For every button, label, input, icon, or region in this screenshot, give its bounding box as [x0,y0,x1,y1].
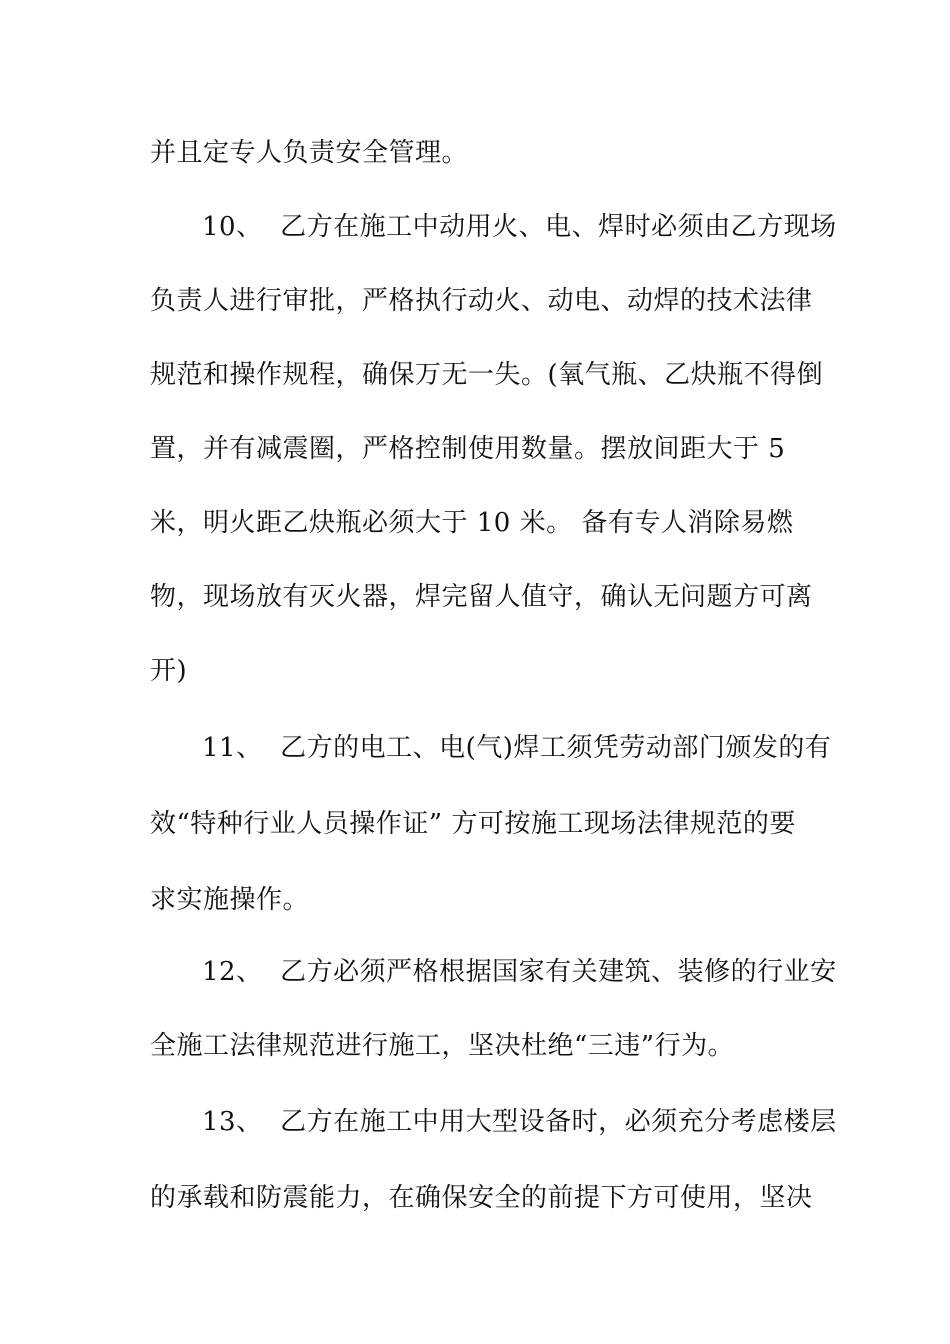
clause-13-line: 13、 乙方在施工中用大型设备时，必须充分考虑楼层 [202,1107,837,1137]
text-line: 物，现场放有灭火器，焊完留人值守，确认无问题方可离 [150,582,813,612]
text-line: 并且定专人负责安全管理。 [150,138,469,168]
text-line: 置，并有减震圈，严格控制使用数量。摆放间距大于 5 [150,434,786,464]
text-line: 求实施操作。 [150,885,310,915]
clause-10-line: 10、 乙方在施工中动用火、电、焊时必须由乙方现场 [202,212,837,242]
text-line: 开) [150,656,188,686]
clause-11-line: 11、 乙方的电工、电(气)焊工须凭劳动部门颁发的有 [202,733,832,763]
clause-12-line: 12、 乙方必须严格根据国家有关建筑、装修的行业安 [202,957,837,987]
text-line: 效“特种行业人员操作证” 方可按施工现场法律规范的要 [150,809,796,839]
text-line: 规范和操作规程，确保万无一失。(氧气瓶、乙炔瓶不得倒 [150,360,824,390]
text-line: 米，明火距乙炔瓶必须大于 10 米。 备有专人消除易燃 [150,508,794,538]
text-line: 负责人进行审批，严格执行动火、动电、动焊的技术法律 [150,286,813,316]
text-line: 的承载和防震能力，在确保安全的前提下方可使用，坚决 [150,1183,813,1213]
text-line: 全施工法律规范进行施工，坚决杜绝“三违”行为。 [150,1031,735,1061]
